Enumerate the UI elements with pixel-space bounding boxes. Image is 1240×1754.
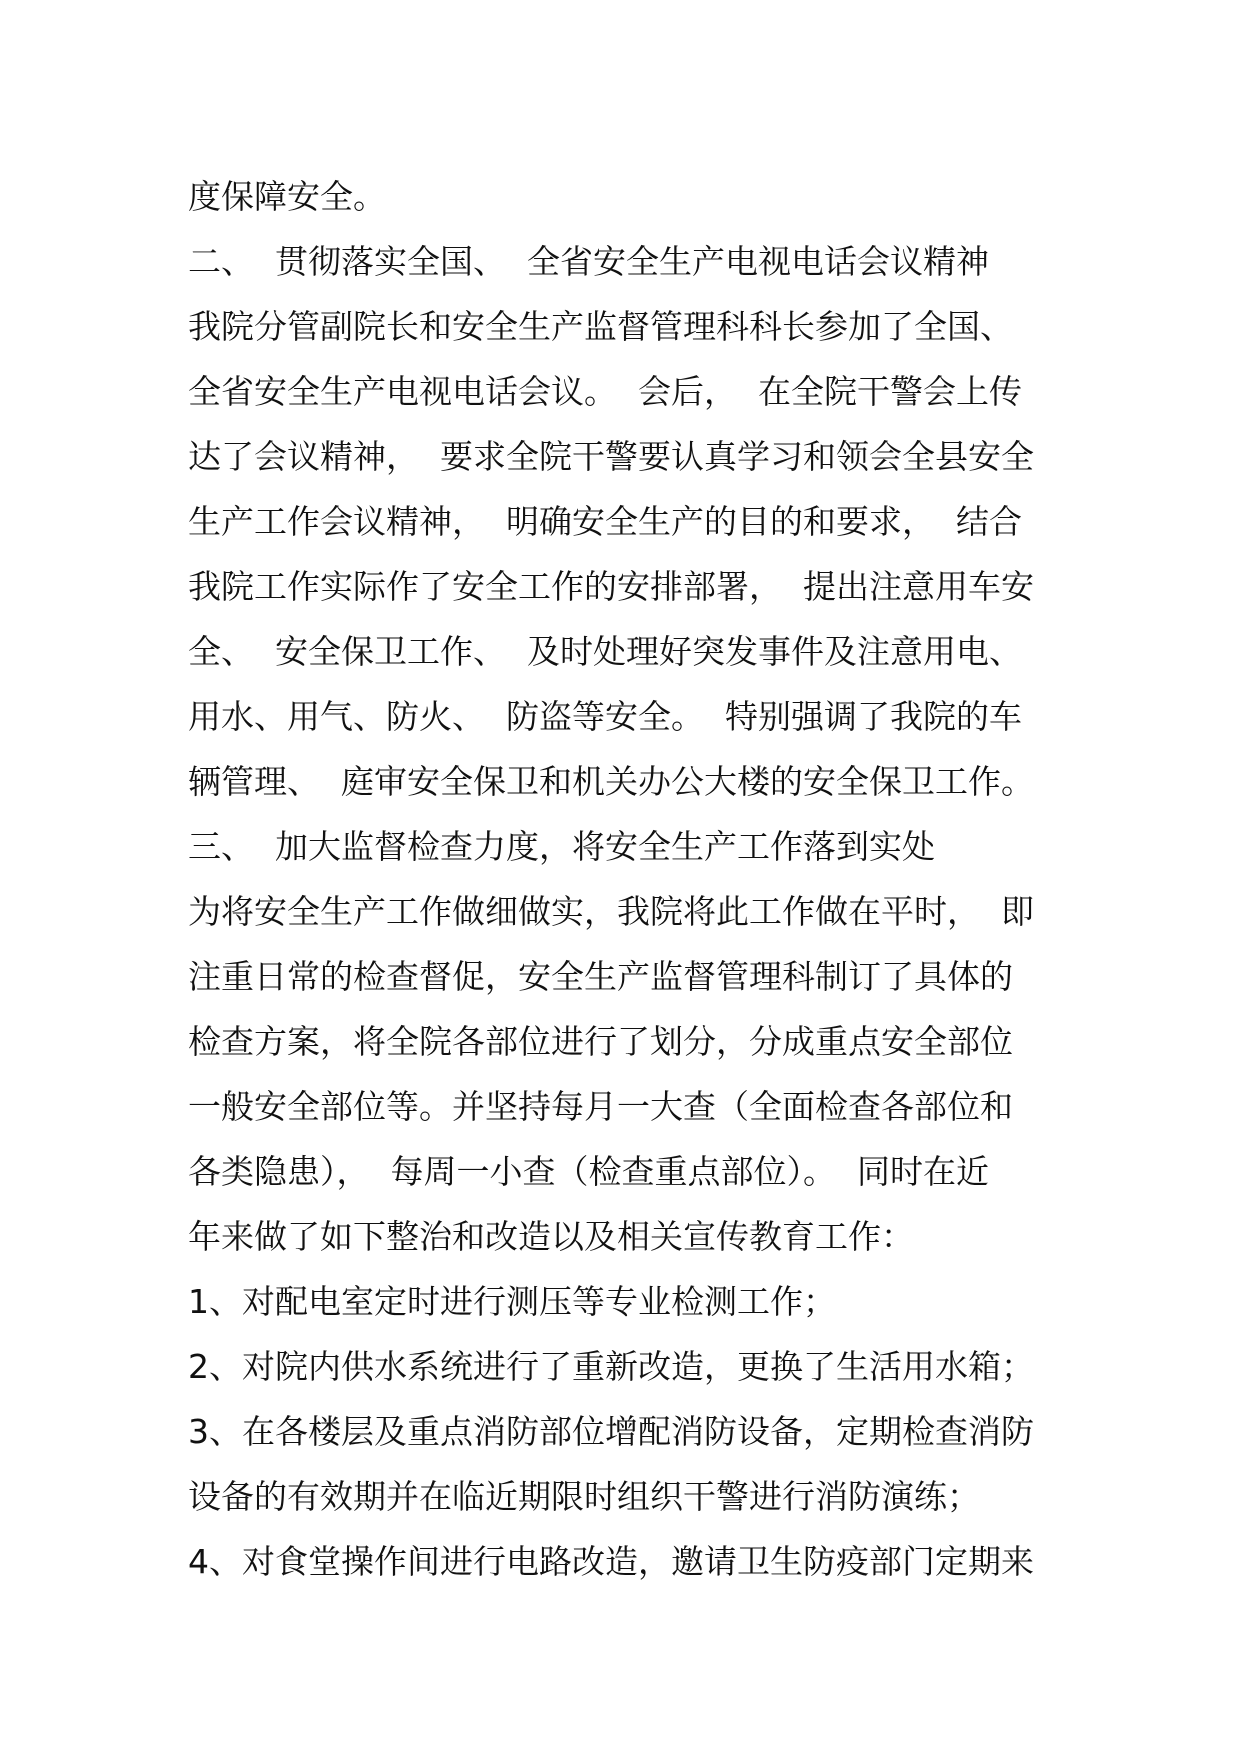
list-item-3-continued: 设备的有效期并在临近期限时组织干警进行消防演练； [188, 1477, 980, 1516]
paragraph-line: 各类隐患）， 每周一小查（检查重点部位）。 同时在近 [188, 1152, 989, 1191]
paragraph-line: 全、 安全保卫工作、 及时处理好突发事件及注意用电、 [188, 632, 1022, 671]
list-item-4: 4、对食堂操作间进行电路改造，邀请卫生防疫部门定期来 [188, 1542, 1034, 1581]
paragraph-line: 注重日常的检查督促，安全生产监督管理科制订了具体的 [188, 957, 1013, 996]
paragraph-line: 全省安全生产电视电话会议。 会后， 在全院干警会上传 [188, 372, 1022, 411]
section-heading-2: 二、 贯彻落实全国、 全省安全生产电视电话会议精神 [188, 242, 989, 281]
paragraph-line: 我院工作实际作了安全工作的安排部署， 提出注意用车安 [188, 567, 1034, 606]
paragraph-line: 年来做了如下整治和改造以及相关宣传教育工作： [188, 1217, 914, 1256]
paragraph-line: 一般安全部位等。并坚持每月一大查（全面检查各部位和 [188, 1087, 1013, 1126]
document-body [188, 164, 1068, 1594]
paragraph-line: 用水、用气、防火、 防盗等安全。 特别强调了我院的车 [188, 697, 1022, 736]
paragraph-line: 辆管理、 庭审安全保卫和机关办公大楼的安全保卫工作。 [188, 762, 1034, 801]
list-item-2: 2、对院内供水系统进行了重新改造，更换了生活用水箱； [188, 1347, 1034, 1386]
list-item-3: 3、在各楼层及重点消防部位增配消防设备，定期检查消防 [188, 1412, 1034, 1451]
paragraph-line: 达了会议精神， 要求全院干警要认真学习和领会全县安全 [188, 437, 1034, 476]
paragraph-line: 为将安全生产工作做细做实，我院将此工作做在平时， 即 [188, 892, 1034, 931]
list-item-1: 1、对配电室定时进行测压等专业检测工作； [188, 1282, 836, 1321]
section-heading-3: 三、 加大监督检查力度，将安全生产工作落到实处 [188, 827, 935, 866]
paragraph-line: 我院分管副院长和安全生产监督管理科科长参加了全国、 [188, 307, 1013, 346]
paragraph-line: 度保障安全。 [188, 177, 386, 216]
paragraph-line: 检查方案，将全院各部位进行了划分，分成重点安全部位 [188, 1022, 1013, 1061]
paragraph-line: 生产工作会议精神， 明确安全生产的目的和要求， 结合 [188, 502, 1022, 541]
